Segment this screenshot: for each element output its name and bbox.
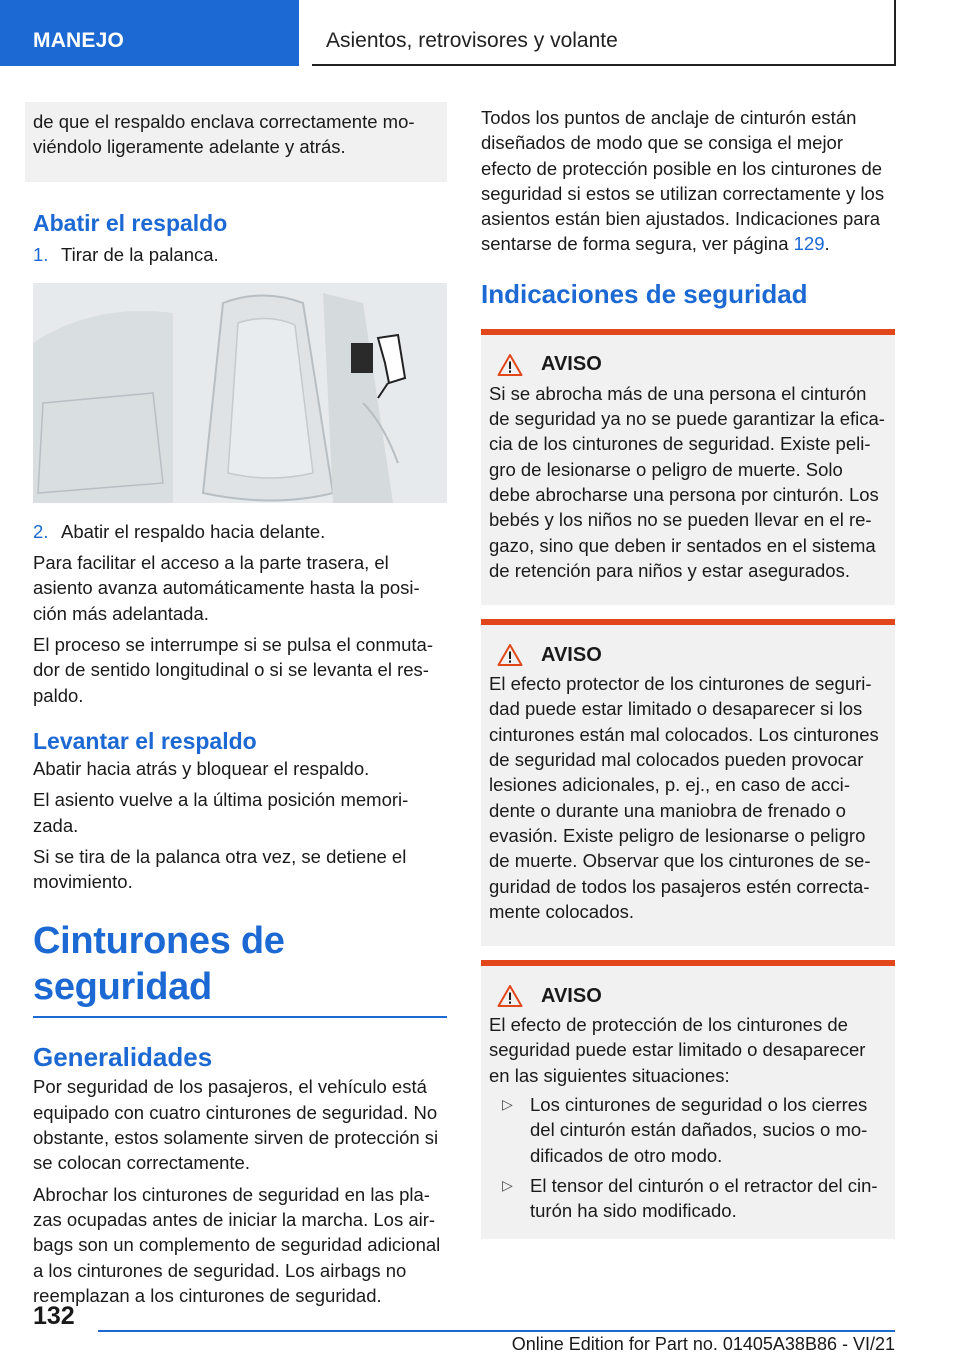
- chapter-tab: [312, 0, 896, 66]
- warning-title: AVISO: [541, 353, 602, 376]
- paragraph: Todos los puntos de anclaje de cinturón están diseñados de modo que se consiga el mejor efecto de protección posible en los cinturones de seguridad si estos se utilizan correctamente y los asientos están bien ajustados. Indicaciones para sentarse de forma segura, ver página 129.: [481, 107, 885, 255]
- heading-levantar: Levantar el respaldo: [33, 727, 257, 754]
- warning-triangle-icon: [497, 984, 523, 1008]
- paragraph: Si se tira de la palanca otra vez, se detiene el movimiento.: [33, 845, 407, 893]
- warning-text: Si se abrocha más de una persona el cinturón de seguridad ya no se puede garantizar la eficacia de los cinturones de seguridad. Existe peligro de lesionarse o peligro de muerte. Solo debe abrocharse una persona por cinturón. Los bebés y los niños no se pueden llevar en el regazo, sino que deben ir sentados en el sistema de retención para niños y estar asegurados.: [489, 382, 885, 581]
- warning-bullet-list: [489, 1092, 887, 1223]
- list-item: ▷ Los cinturones de seguridad o los cierres del cinturón están dañados, sucios o modificados de otro modo.: [502, 1094, 868, 1166]
- triangle-bullet-icon: ▷: [502, 1176, 513, 1193]
- paragraph: Abrochar los cinturones de seguridad en las plazas ocupadas antes de iniciar la marcha. Los airbags son un complemento de seguridad adicional a los cinturones de seguridad. Los airbags no reemplazan a los cinturones de seguridad.: [33, 1183, 441, 1306]
- left-column: [33, 102, 447, 1314]
- step-item: 2. Abatir el respaldo hacia delante.: [33, 520, 326, 542]
- footer-rule: [98, 1330, 895, 1332]
- heading-generalidades: Generalidades: [33, 1042, 213, 1073]
- warning-box: [481, 619, 895, 946]
- paragraph: Para facilitar el acceso a la parte trasera, el asiento avanza automáticamente hasta la posición más adelantada.: [33, 552, 420, 624]
- continued-note: [25, 102, 447, 182]
- heading-indicaciones: Indicaciones de seguridad: [481, 278, 808, 309]
- seat-lever-illustration: [33, 283, 447, 503]
- list-item: ▷ El tensor del cinturón o el retractor del cinturón ha sido modificado.: [502, 1174, 878, 1222]
- step-item: 1. Tirar de la palanca.: [33, 243, 219, 265]
- heading-rule: [33, 1016, 447, 1018]
- warning-box: [481, 329, 895, 605]
- footer-edition: Online Edition for Part no. 01405A38B86 - VI/21: [511, 1334, 895, 1354]
- warning-title: AVISO: [541, 984, 602, 1007]
- section-tab: [0, 0, 299, 66]
- warning-text: El efecto de protección de los cinturones de seguridad puede estar limitado o desaparecer en las siguientes situaciones:: [489, 1014, 866, 1086]
- warning-triangle-icon: [497, 643, 523, 667]
- note-text: de que el respaldo enclava correctamente moviéndolo ligeramente adelante y atrás.: [33, 111, 415, 158]
- paragraph: El proceso se interrumpe si se pulsa el conmutador de sentido longitudinal o si se levanta el respaldo.: [33, 634, 434, 706]
- warning-triangle-icon: [497, 353, 523, 377]
- heading-cinturones: Cinturones de seguridad: [33, 920, 285, 1009]
- steps-list-2: [33, 519, 447, 544]
- paragraph: Por seguridad de los pasajeros, el vehículo está equipado con cuatro cinturones de seguridad. No obstante, estos solamente sirven de protección si se colocan correctamente.: [33, 1076, 439, 1174]
- paragraph: Abatir hacia atrás y bloquear el respaldo.: [33, 757, 370, 779]
- paragraph: El asiento vuelve a la última posición memorizada.: [33, 789, 409, 836]
- page-reference-link[interactable]: 129: [793, 233, 825, 255]
- right-column: [481, 102, 895, 1253]
- warning-text: El efecto protector de los cinturones de seguridad puede estar limitado o desaparecer si los cinturones están mal colocados. Los cinturones de seguridad mal colocados pueden provocar lesiones adicionales, p. ej., en caso de accidente o durante una maniobra de frenado o evasión. Existe peligro de lesionarse o peligro de muerte. Observar que los cinturones de seguridad de todos los pasajeros estén correctamente colocados.: [489, 673, 879, 922]
- section-title: MANEJO: [33, 29, 125, 52]
- heading-abatir: Abatir el respaldo: [33, 209, 228, 236]
- page-number: 132: [33, 1302, 75, 1330]
- triangle-bullet-icon: ▷: [502, 1096, 513, 1113]
- seat-illustration-icon: [33, 283, 447, 503]
- chapter-title: Asientos, retrovisores y volante: [326, 29, 618, 52]
- warning-title: AVISO: [541, 643, 602, 666]
- warning-box: [481, 960, 895, 1238]
- steps-list-1: [33, 242, 447, 267]
